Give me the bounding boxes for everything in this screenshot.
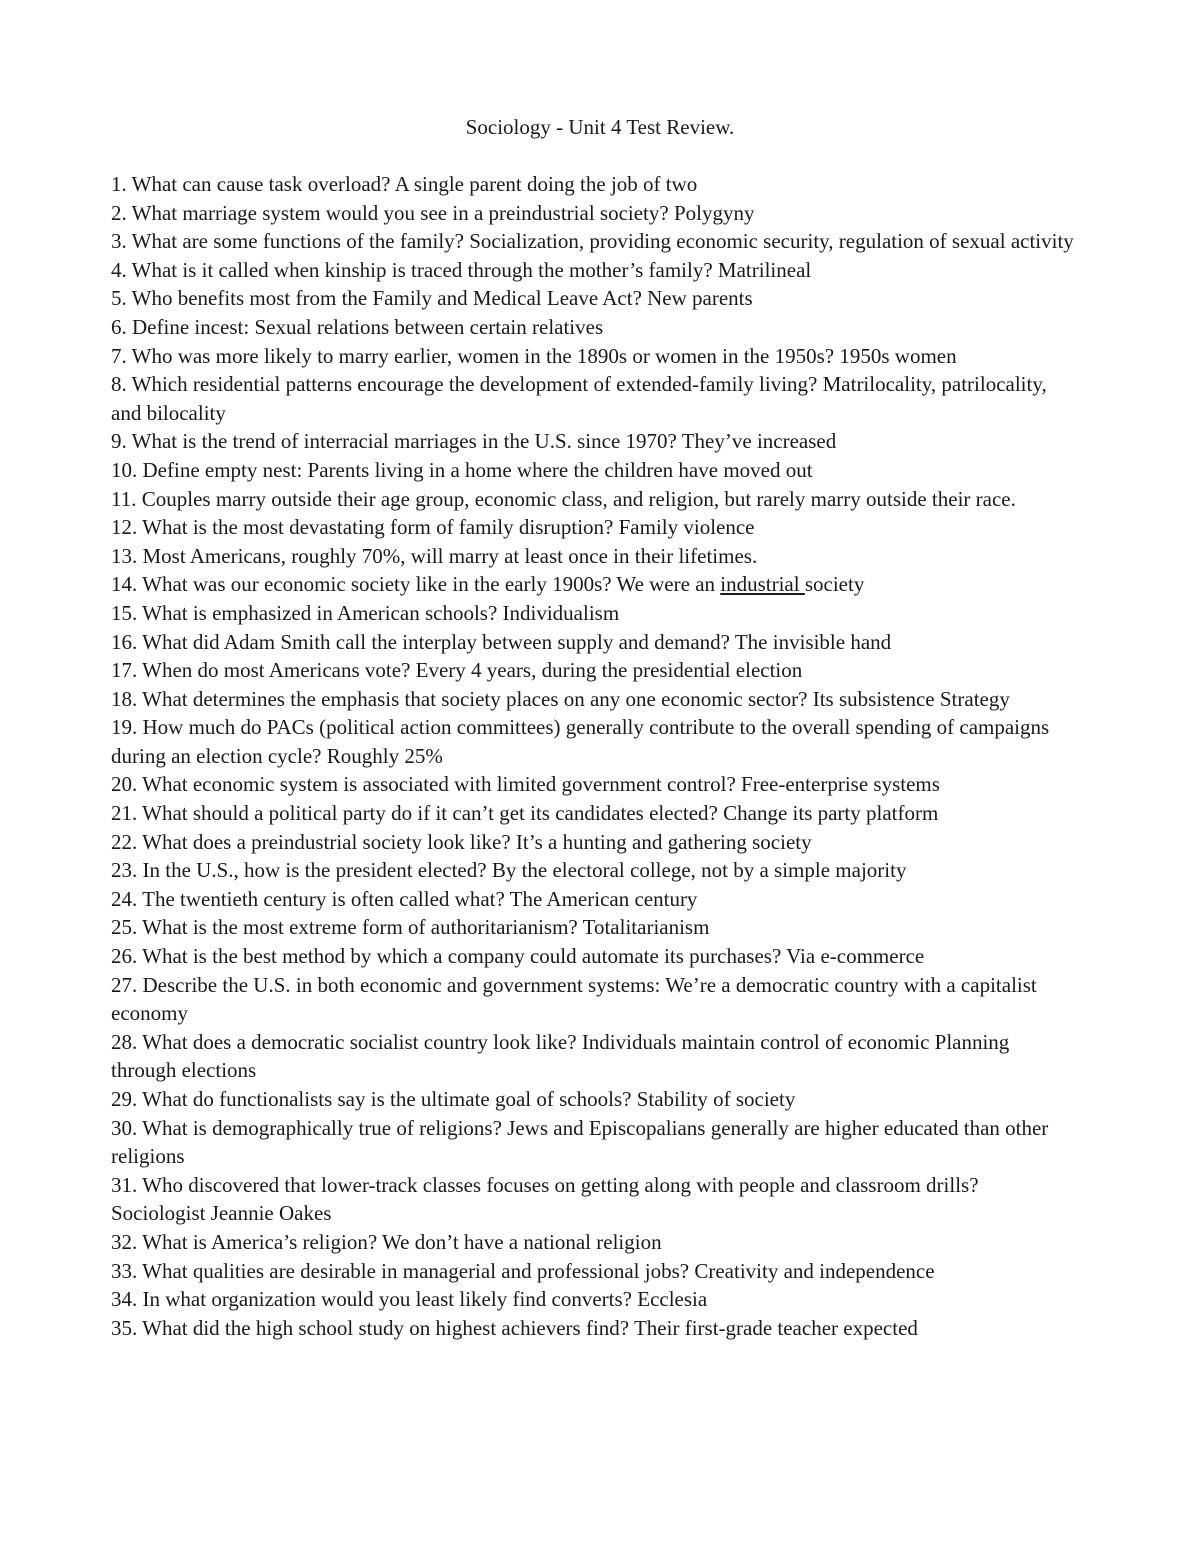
list-item: 33. What qualities are desirable in managerial and professional jobs? Creativity and independence — [111, 1258, 935, 1283]
list-item: 13. Most Americans, roughly 70%, will marry at least once in their lifetimes. — [111, 543, 758, 568]
list-item: 18. What determines the emphasis that society places on any one economic sector? Its subsistence Strategy — [111, 686, 1010, 711]
list-item: 14. What was our economic society like in the early 1900s? We were an industrial society — [111, 572, 865, 597]
list-item: 22. What does a preindustrial society look like? It’s a hunting and gathering society — [111, 829, 812, 854]
list-item: 24. The twentieth century is often called what? The American century — [111, 886, 698, 911]
list-item: 3. What are some functions of the family? Socialization, providing economic security, regulation of sexual activity — [111, 229, 1074, 254]
list-item: 8. Which residential patterns encourage the development of extended-family living? Matrilocality, patrilocality, and bilocality — [111, 372, 1047, 425]
document-title: Sociology - Unit 4 Test Review. — [465, 115, 735, 139]
list-item: 2. What marriage system would you see in a preindustrial society? Polygyny — [111, 200, 755, 225]
list-item: 7. Who was more likely to marry earlier, women in the 1890s or women in the 1950s? 1950s women — [111, 343, 957, 368]
list-item: 27. Describe the U.S. in both economic and government systems: We’re a democratic country with a capitalist economy — [111, 972, 1037, 1026]
list-item: 25. What is the most extreme form of authoritarianism? Totalitarianism — [111, 915, 710, 940]
list-item: 11. Couples marry outside their age group, economic class, and religion, but rarely marry outside their race. — [111, 486, 1016, 511]
list-item: 17. When do most Americans vote? Every 4 years, during the presidential election — [111, 658, 803, 683]
list-item: 6. Define incest: Sexual relations between certain relatives — [111, 314, 604, 339]
question-list — [111, 170, 1076, 1342]
list-item: 23. In the U.S., how is the president elected? By the electoral college, not by a simple majority — [111, 858, 907, 883]
list-item: 31. Who discovered that lower-track classes focuses on getting along with people and classroom drills? Sociologist Jeannie Oakes — [111, 1172, 979, 1226]
list-item: 10. Define empty nest: Parents living in a home where the children have moved out — [111, 457, 813, 482]
list-item: 35. What did the high school study on highest achievers find? Their first-grade teacher expected — [111, 1315, 918, 1340]
list-item: 21. What should a political party do if it can’t get its candidates elected? Change its party platform — [111, 801, 939, 826]
list-item: 12. What is the most devastating form of family disruption? Family violence — [111, 515, 755, 540]
list-item: 28. What does a democratic socialist country look like? Individuals maintain control of economic Planning through elections — [111, 1029, 1010, 1083]
list-item: 19. How much do PACs (political action committees) generally contribute to the overall spending of campaigns during an election cycle? Roughly 25% — [111, 715, 1050, 768]
list-item: 26. What is the best method by which a company could automate its purchases? Via e-commerce — [111, 944, 925, 969]
list-item: 29. What do functionalists say is the ultimate goal of schools? Stability of society — [111, 1087, 796, 1111]
list-item: 15. What is emphasized in American schools? Individualism — [111, 600, 620, 625]
list-item: 34. In what organization would you least likely find converts? Ecclesia — [111, 1287, 708, 1312]
list-item: 20. What economic system is associated with limited government control? Free-enterprise systems — [111, 772, 940, 797]
list-item: 16. What did Adam Smith call the interplay between supply and demand? The invisible hand — [111, 629, 892, 654]
list-item: 4. What is it called when kinship is traced through the mother’s family? Matrilineal — [111, 257, 812, 282]
list-item: 1. What can cause task overload? A single parent doing the job of two — [111, 172, 698, 196]
list-item: 32. What is America’s religion? We don’t have a national religion — [111, 1229, 662, 1254]
list-item: 5. Who benefits most from the Family and Medical Leave Act? New parents — [111, 286, 753, 311]
list-item: 9. What is the trend of interracial marriages in the U.S. since 1970? They’ve increased — [111, 429, 837, 454]
list-item: 30. What is demographically true of religions? Jews and Episcopalians generally are higher educated than other religions — [111, 1115, 1049, 1169]
underlined-word: industrial — [720, 572, 805, 597]
